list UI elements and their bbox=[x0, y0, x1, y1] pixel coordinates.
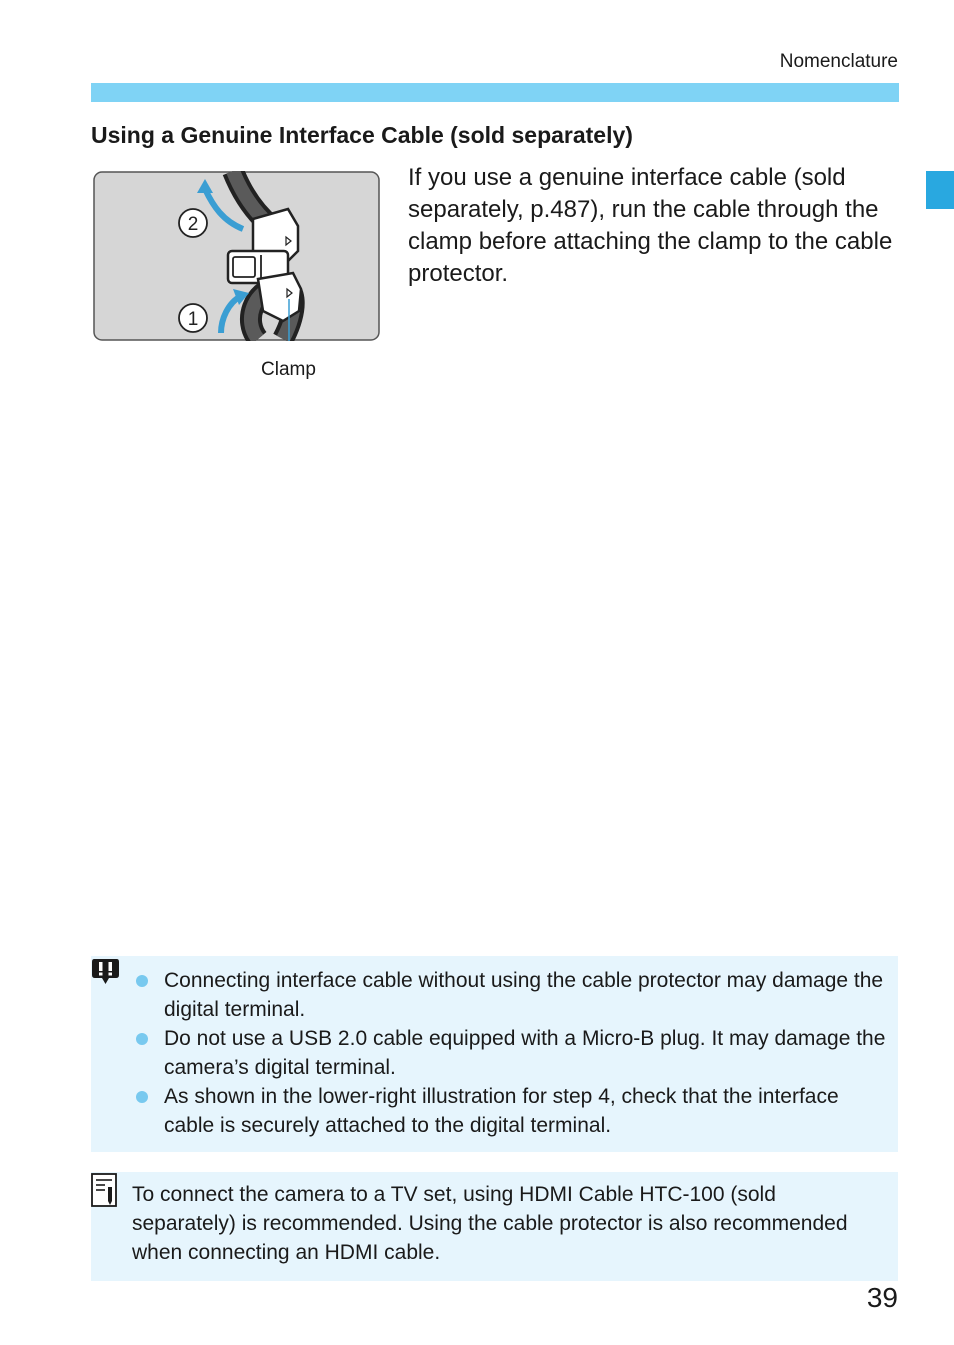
section-body-text: If you use a genuine interface cable (sold separately, p.487), run the cable through the clamp before attaching the clamp to the cable protector. bbox=[408, 164, 893, 287]
caution-item-text: Connecting interface cable without using the cable protector may damage the digital terminal. bbox=[164, 969, 884, 1021]
note-text: To connect the camera to a TV set, using HDMI Cable HTC-100 (sold separately) is recommended. Using the cable protector is also recommended when connecting an HDMI cable. bbox=[132, 1183, 848, 1264]
figure-caption-clamp: Clamp bbox=[261, 359, 316, 380]
note-icon bbox=[91, 1173, 117, 1207]
caution-list bbox=[136, 966, 886, 1140]
section-title: Using a Genuine Interface Cable (sold separately) bbox=[91, 122, 633, 148]
step-one-label: 1 bbox=[187, 309, 199, 330]
caution-item bbox=[136, 1024, 886, 1082]
caution-item bbox=[136, 1082, 886, 1140]
caution-item-text: As shown in the lower-right illustration for step 4, check that the interface cable is securely attached to the digital terminal. bbox=[164, 1085, 839, 1137]
bullet-icon bbox=[136, 1091, 148, 1103]
running-header: Nomenclature bbox=[779, 51, 898, 72]
page-number: 39 bbox=[866, 1282, 898, 1313]
chapter-tab-marker bbox=[926, 171, 954, 209]
bullet-icon bbox=[136, 975, 148, 987]
header-bar bbox=[91, 83, 899, 102]
bullet-icon bbox=[136, 1033, 148, 1045]
clamp-illustration bbox=[93, 171, 380, 341]
step-two-label: 2 bbox=[187, 214, 199, 235]
caution-icon bbox=[91, 957, 120, 985]
caution-item bbox=[136, 966, 886, 1024]
caution-item-text: Do not use a USB 2.0 cable equipped with a Micro-B plug. It may damage the camera’s digital terminal. bbox=[164, 1027, 886, 1079]
